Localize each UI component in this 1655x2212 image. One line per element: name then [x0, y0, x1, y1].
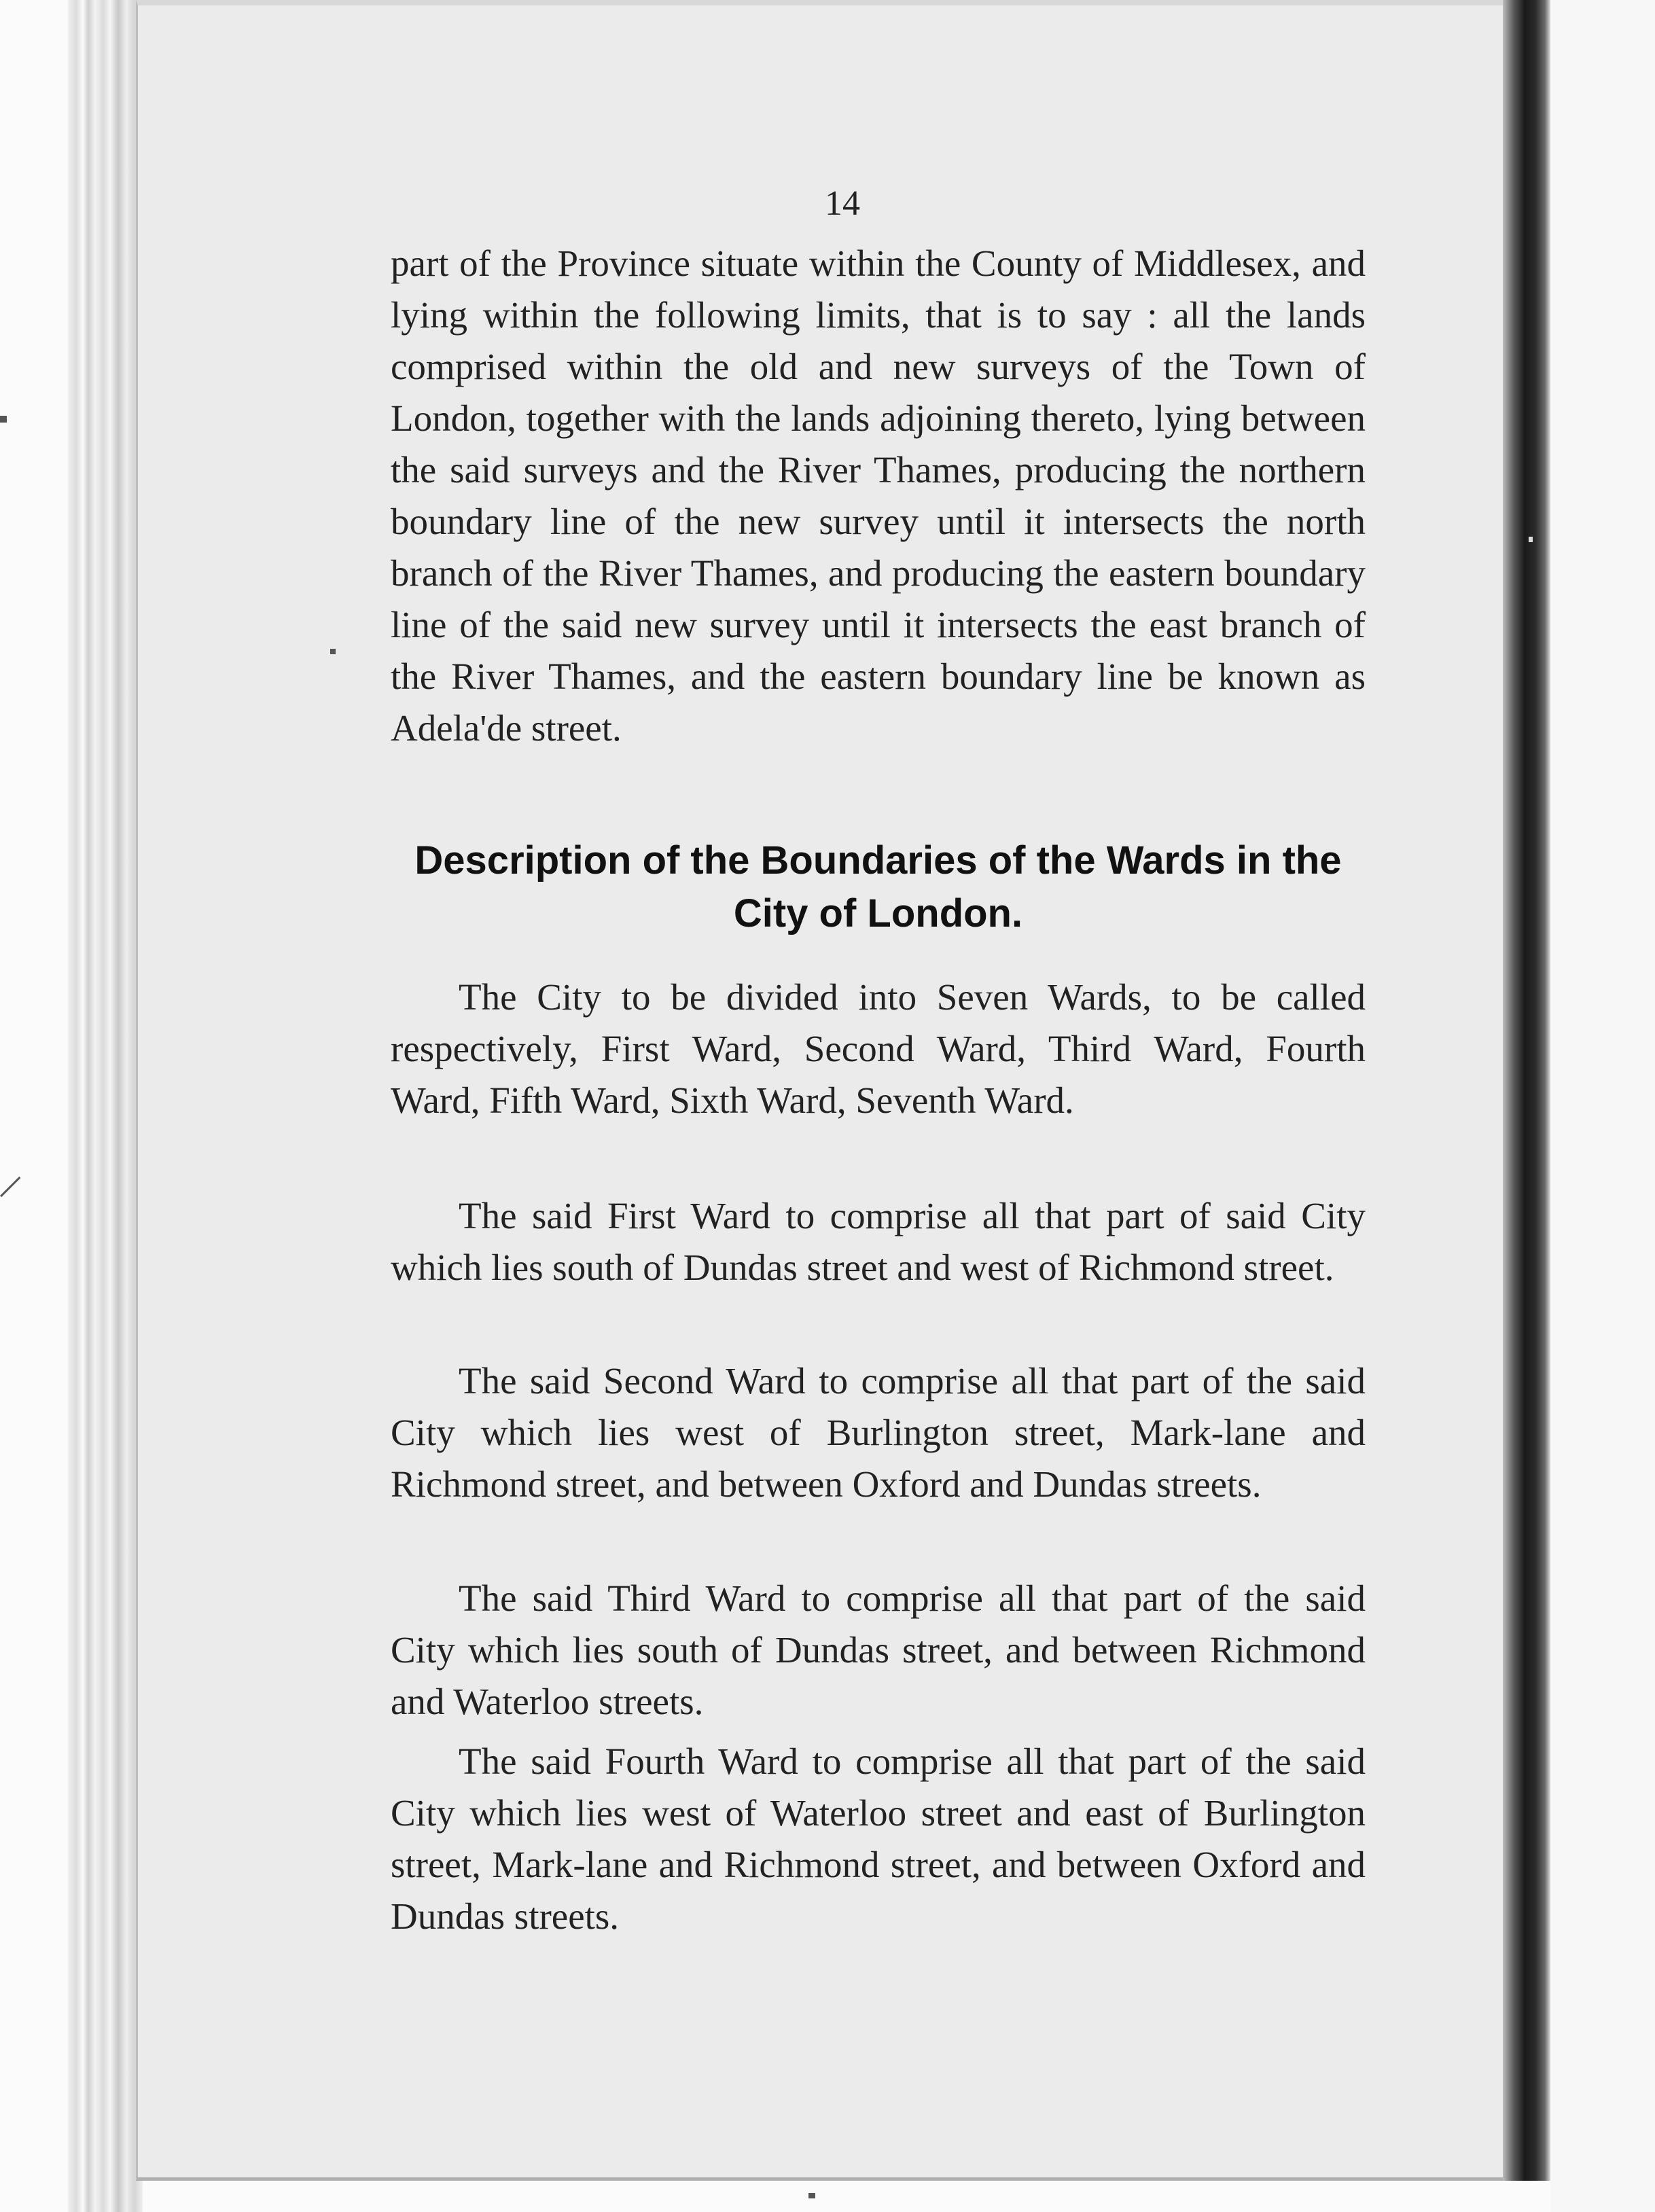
paragraph-wards-list: The City to be divided into Seven Wards, to be called respectively, First Ward, Second Ward, Third Ward, Fourth Ward, Fifth Ward, Sixth Ward, Seventh Ward.: [391, 976, 1366, 1121]
book-gutter-right: [1503, 0, 1550, 2181]
paragraph-third-ward: The said Third Ward to comprise all that part of the said City which lies south of Dundas street, and between Richmond and Waterloo streets.: [391, 1577, 1366, 1722]
scan-scratch: [0, 1177, 20, 1197]
page-number: 14: [825, 184, 860, 223]
paragraph-second-ward: The said Second Ward to comprise all that part of the said City which lies west of Burlington street, Mark-lane and Richmond street, and between Oxford and Dundas streets.: [391, 1360, 1366, 1505]
scan-speck: [808, 2193, 815, 2198]
continuation-paragraph: part of the Province situate within the County of Middlesex, and lying within the following limits, that is to say : all the lands comprised within the old and new surveys of the Town of London, together with the lands adjoining thereto, lying between the said surveys and the River Thames, producing the northern boundary line of the new survey until it intersects the north branch of the River Thames, and producing the eastern boundary line of the said new survey until it intersects the east branch of the River Thames, and the eastern boundary line be known as Adela'de street.: [391, 243, 1366, 749]
facing-page-edge: [1550, 0, 1655, 2212]
paragraph-first-ward: The said First Ward to comprise all that part of said City which lies south of Dundas street and west of Richmond street.: [391, 1195, 1366, 1288]
scan-speck: [0, 416, 7, 423]
scan-speck: [1529, 537, 1533, 542]
paragraph-fourth-ward: The said Fourth Ward to comprise all that part of the said City which lies west of Waterloo street and east of Burlington street, Mark-lane and Richmond street, and between Oxford and Dundas streets.: [391, 1741, 1366, 1937]
book-edge-left: [68, 0, 143, 2212]
scan-speck: [330, 649, 336, 654]
section-heading: Description of the Boundaries of the Wards in the City of London.: [414, 838, 1342, 935]
